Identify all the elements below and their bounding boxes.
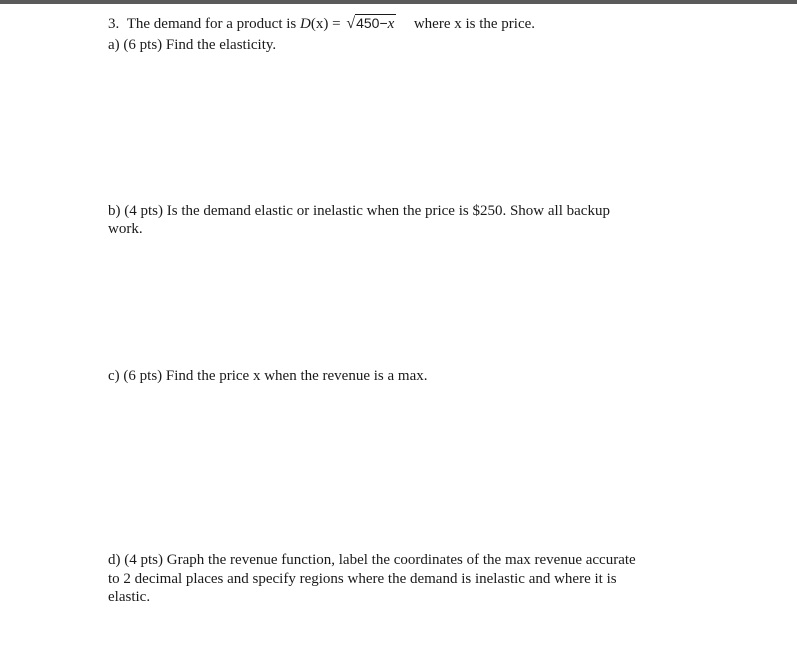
radicand: 450−x	[356, 15, 395, 32]
demand-function	[300, 16, 400, 32]
square-root	[346, 14, 396, 33]
part-d-line-3: elastic.	[108, 589, 151, 605]
question-intro-suffix: where x is the price.	[413, 16, 536, 32]
question-3-statement	[108, 14, 535, 33]
part-b-line-2: work.	[108, 221, 143, 237]
part-c: c) (6 pts) Find the price x when the revenue is a max.	[108, 368, 428, 384]
part-a: a) (6 pts) Find the elasticity.	[108, 37, 277, 53]
question-intro: The demand for a product is	[126, 16, 297, 32]
part-d-line-2: to 2 decimal places and specify regions where the demand is inelastic and where it is	[108, 571, 617, 587]
question-number: 3.	[108, 16, 120, 32]
equals-sign: =	[332, 16, 341, 32]
radical-sign-icon: √	[346, 15, 356, 32]
function-variable: (x)	[310, 16, 329, 32]
function-name: D	[300, 16, 311, 32]
part-b-line-1: b) (4 pts) Is the demand elastic or inelastic when the price is $250. Show all backup	[108, 203, 610, 219]
part-d-line-1: d) (4 pts) Graph the revenue function, label the coordinates of the max revenue accurate	[108, 552, 636, 568]
